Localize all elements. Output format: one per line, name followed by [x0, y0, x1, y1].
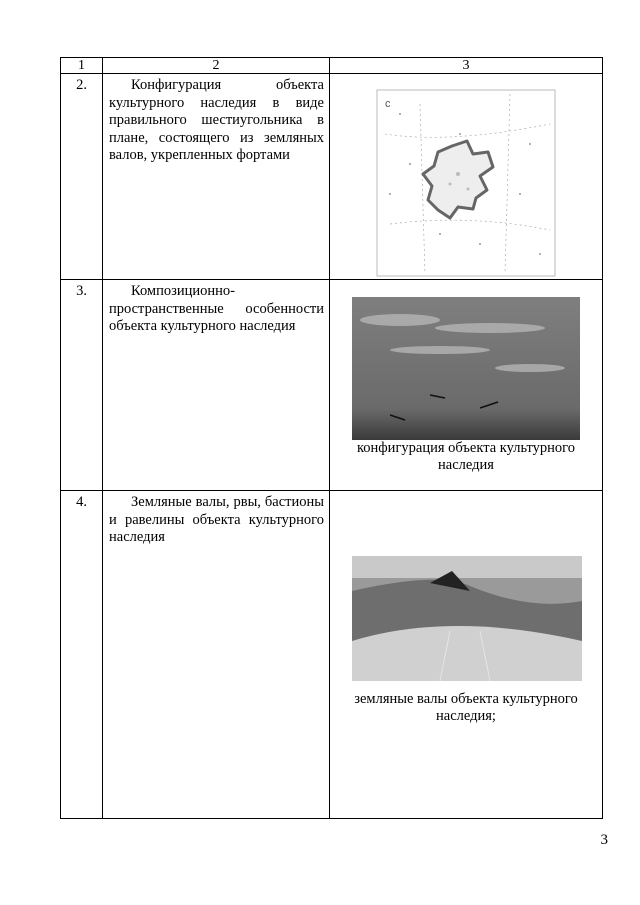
table-row [61, 74, 603, 280]
page-number: 3 [600, 832, 608, 848]
table-header-row [61, 58, 603, 74]
row-description: Композиционно-пространственные особенности объекта культурного наследия [109, 283, 324, 334]
hexagon-plan-image [330, 74, 602, 279]
row-number: 3. [76, 283, 87, 299]
heritage-table [60, 57, 603, 819]
header-col-1: 1 [61, 58, 103, 74]
earthwork-photo-image [330, 491, 602, 691]
row-number: 2. [76, 77, 87, 93]
svg-text:с: с [385, 98, 391, 110]
row-number: 4. [76, 494, 87, 510]
photo-caption: земляные валы объекта культурного наследия; [354, 691, 578, 724]
table-row [61, 491, 603, 819]
photo-caption: конфигурация объекта культурного наследия [356, 440, 576, 473]
header-col-3: 3 [330, 58, 603, 74]
aerial-photo-image [330, 280, 602, 440]
row-description: Земляные валы, рвы, бастионы и равелины объекта культурного наследия [109, 494, 324, 545]
header-col-2: 2 [103, 58, 330, 74]
table-row [61, 280, 603, 491]
row-description: Конфигурация объекта культурного наследия в виде правильного шестиугольника в плане, состоящего из земляных валов, укрепленных фортами [109, 77, 324, 163]
